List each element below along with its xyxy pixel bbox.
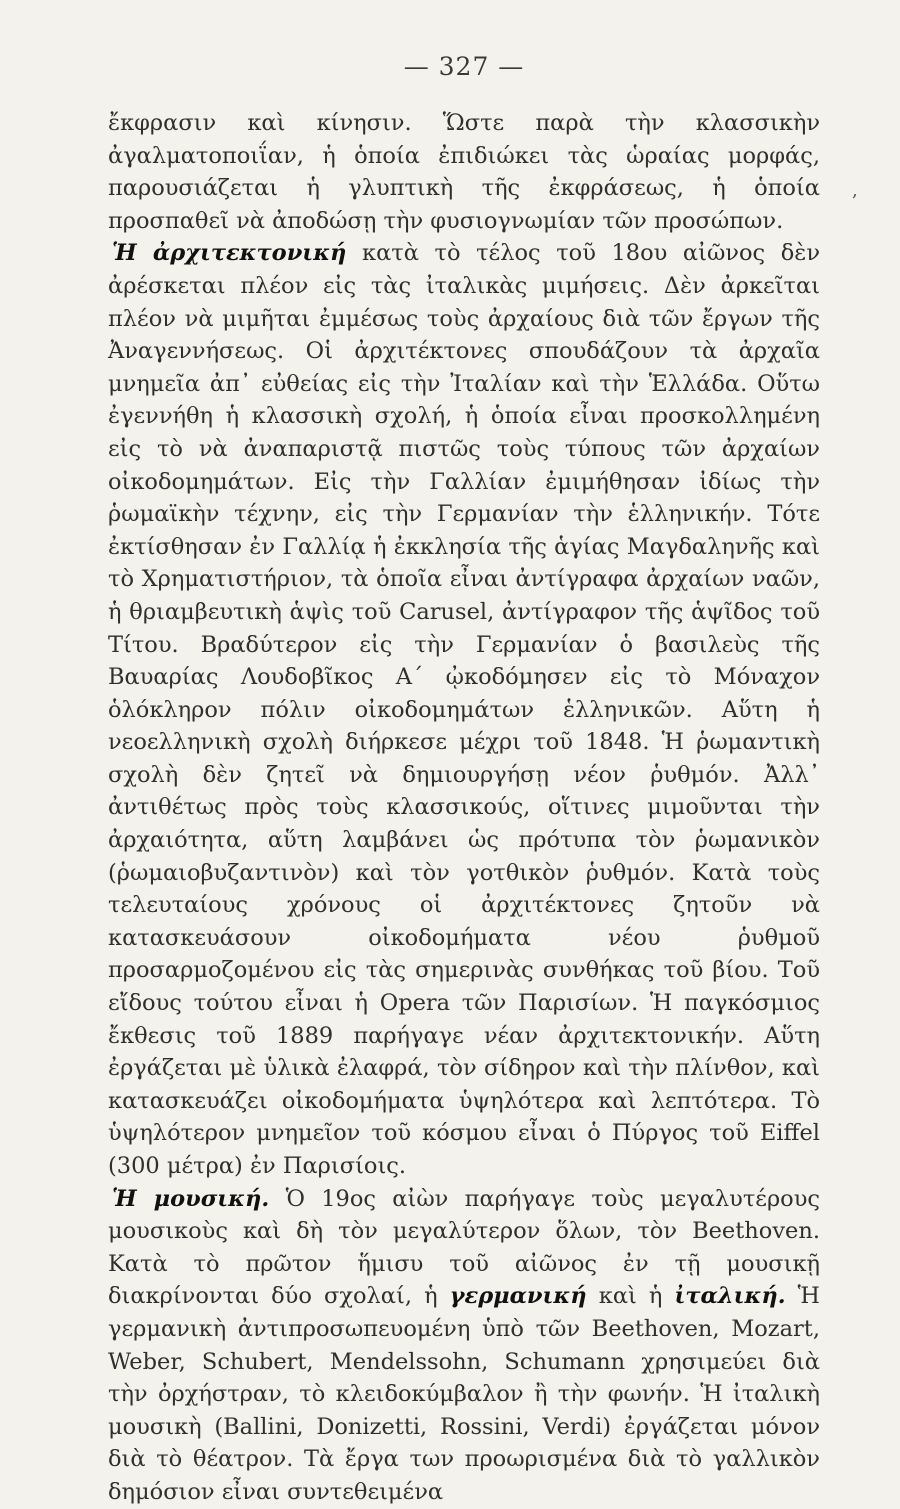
paragraph-architecture [108, 237, 820, 1182]
paragraph-text: Ἡ γερμανικὴ ἀντιπροσωπευομένη ὑπὸ τῶν Beethoven, Mozart, Weber, Schubert, Mendelssohn, Schumann χρησιμεύει διὰ τὴν ὀρχήστραν, τὸ κλειδοκύμβαλον ἢ τὴν φωνήν. Ἡ ἰταλικὴ μουσικὴ (Ballini, Donizetti, Rossini, Verdi) ἐργάζεται μόνον διὰ τὸ θέατρον. Τὰ ἔργα των προωρισμένα διὰ τὸ γαλλικὸν δημόσιον εἶναι συντεθειμένα [108, 1283, 820, 1505]
paragraph-text: Ὁ 19ος αἰὼν παρήγαγε τοὺς μεγαλυτέρους μουσικοὺς καὶ δὴ τὸν μεγαλύτερον ὅλων, τὸν Beethoven. Κατὰ τὸ πρῶτον ἥμισυ τοῦ αἰῶνος ἐν τῇ μουσικῇ διακρίνονται δύο σχολαί, ἡ [108, 1185, 821, 1310]
emphasis-german: γερμανική [449, 1283, 587, 1310]
paragraph-music [108, 1183, 820, 1509]
paragraph-text: ἔκφρασιν καὶ κίνησιν. Ὥστε παρὰ τὴν κλασσικὴν ἀγαλματοποιΐαν, ἡ ὁποία ἐπιδιώκει τὰς ὡραίας μορφάς, παρουσιάζεται ἡ γλυπτικὴ τῆς ἐκφράσεως, ἡ ὁποία προσπαθεῖ νὰ ἀποδώσῃ τὴν φυσιογνωμίαν τῶν προσώπων. [108, 110, 820, 234]
paragraph-text: κατὰ τὸ τέλος τοῦ 18ου αἰῶνος δὲν ἀρέσκεται πλέον εἰς τὰς ἰταλικὰς μιμήσεις. Δὲν ἀρκεῖται πλέον νὰ μιμῆται ἐμμέσως τοὺς ἀρχαίους διὰ τῶν ἔργων τῆς Ἀναγεννήσεως. Οἱ ἀρχιτέκτονες σπουδάζουν τὰ ἀρχαῖα μνημεῖα ἀπ᾿ εὐθείας εἰς τὴν Ἰταλίαν καὶ τὴν Ἑλλάδα. Οὕτω ἐγεννήθη ἡ κλασσικὴ σχολή, ἡ ὁποία εἶναι προσκολλημένη εἰς τὸ νὰ ἀναπαριστᾷ πιστῶς τοὺς τύπους τῶν ἀρχαίων οἰκοδομημάτων. Εἰς τὴν Γαλλίαν ἐμιμήθησαν ἰδίως τὴν ῥωμαϊκὴν τέχνην, εἰς τὴν Γερμανίαν τὴν ἑλληνικήν. Τότε ἐκτίσθησαν ἐν Γαλλίᾳ ἡ ἐκκλησία τῆς ἁγίας Μαγδαληνῆς καὶ τὸ Χρηματιστήριον, τὰ ὁποῖα εἶναι ἀντίγραφα ἀρχαίων ναῶν, ἡ θριαμβευτικὴ ἁψὶς τοῦ Carusel, ἀντίγραφον τῆς ἁψῖδος τοῦ Τίτου. Βραδύτερον εἰς τὴν Γερμανίαν ὁ βασιλεὺς τῆς Βαυαρίας Λουδοβῖκος Α´ ᾠκοδόμησεν εἰς τὸ Μόναχον ὁλόκληρον πόλιν οἰκοδομημάτων ἑλληνικῶν. Αὕτη ἡ νεοελληνικὴ σχολὴ διήρκεσε μέχρι τοῦ 1848. Ἡ ῥωμαντικὴ σχολὴ δὲν ζητεῖ νὰ δημιουργήσῃ νέον ῥυθμόν. Ἀλλ᾿ ἀντιθέτως πρὸς τοὺς κλασσικούς, οἵτινες μιμοῦνται τὴν ἀρχαιότητα, αὕτη λαμβάνει ὡς πρότυπα τὸν ῥωμανικὸν (ῥωμαιοβυζαντινὸν) καὶ τὸν γοτθικὸν ῥυθμόν. Κατὰ τοὺς τελευταίους χρόνους οἱ ἀρχιτέκτονες ζητοῦν νὰ κατασκευάσουν οἰκοδομήματα νέου ῥυθμοῦ προσαρμοζομένου εἰς τὰς σημερινὰς συνθήκας τοῦ βίου. Τοῦ εἴδους τούτου εἶναι ἡ Opera τῶν Παρισίων. Ἡ παγκόσμιος ἔκθεσις τοῦ 1889 παρήγαγε νέαν ἀρχιτεκτονικήν. Αὕτη ἐργάζεται μὲ ὑλικὰ ἐλαφρά, τὸν σίδηρον καὶ τὴν πλίνθον, καὶ κατασκευάζει οἰκοδομήματα ὑψηλότερα καὶ λεπτότερα. Τὸ ὑψηλότερον μνημεῖον τοῦ κόσμου εἶναι ὁ Πύργος τοῦ Eiffel (300 μέτρα) ἐν Παρισίοις. [108, 240, 821, 1179]
margin-mark: , [852, 180, 858, 201]
paragraph-text: καὶ ἡ [586, 1283, 675, 1310]
section-heading-architecture: Ἡ ἀρχιτεκτονική [112, 240, 347, 267]
page-number: — 327 — [403, 52, 525, 81]
emphasis-italian: ἰταλική. [674, 1283, 786, 1310]
section-heading-music: Ἡ μουσική. [112, 1185, 270, 1212]
paragraph-sculpture-end [108, 107, 820, 237]
